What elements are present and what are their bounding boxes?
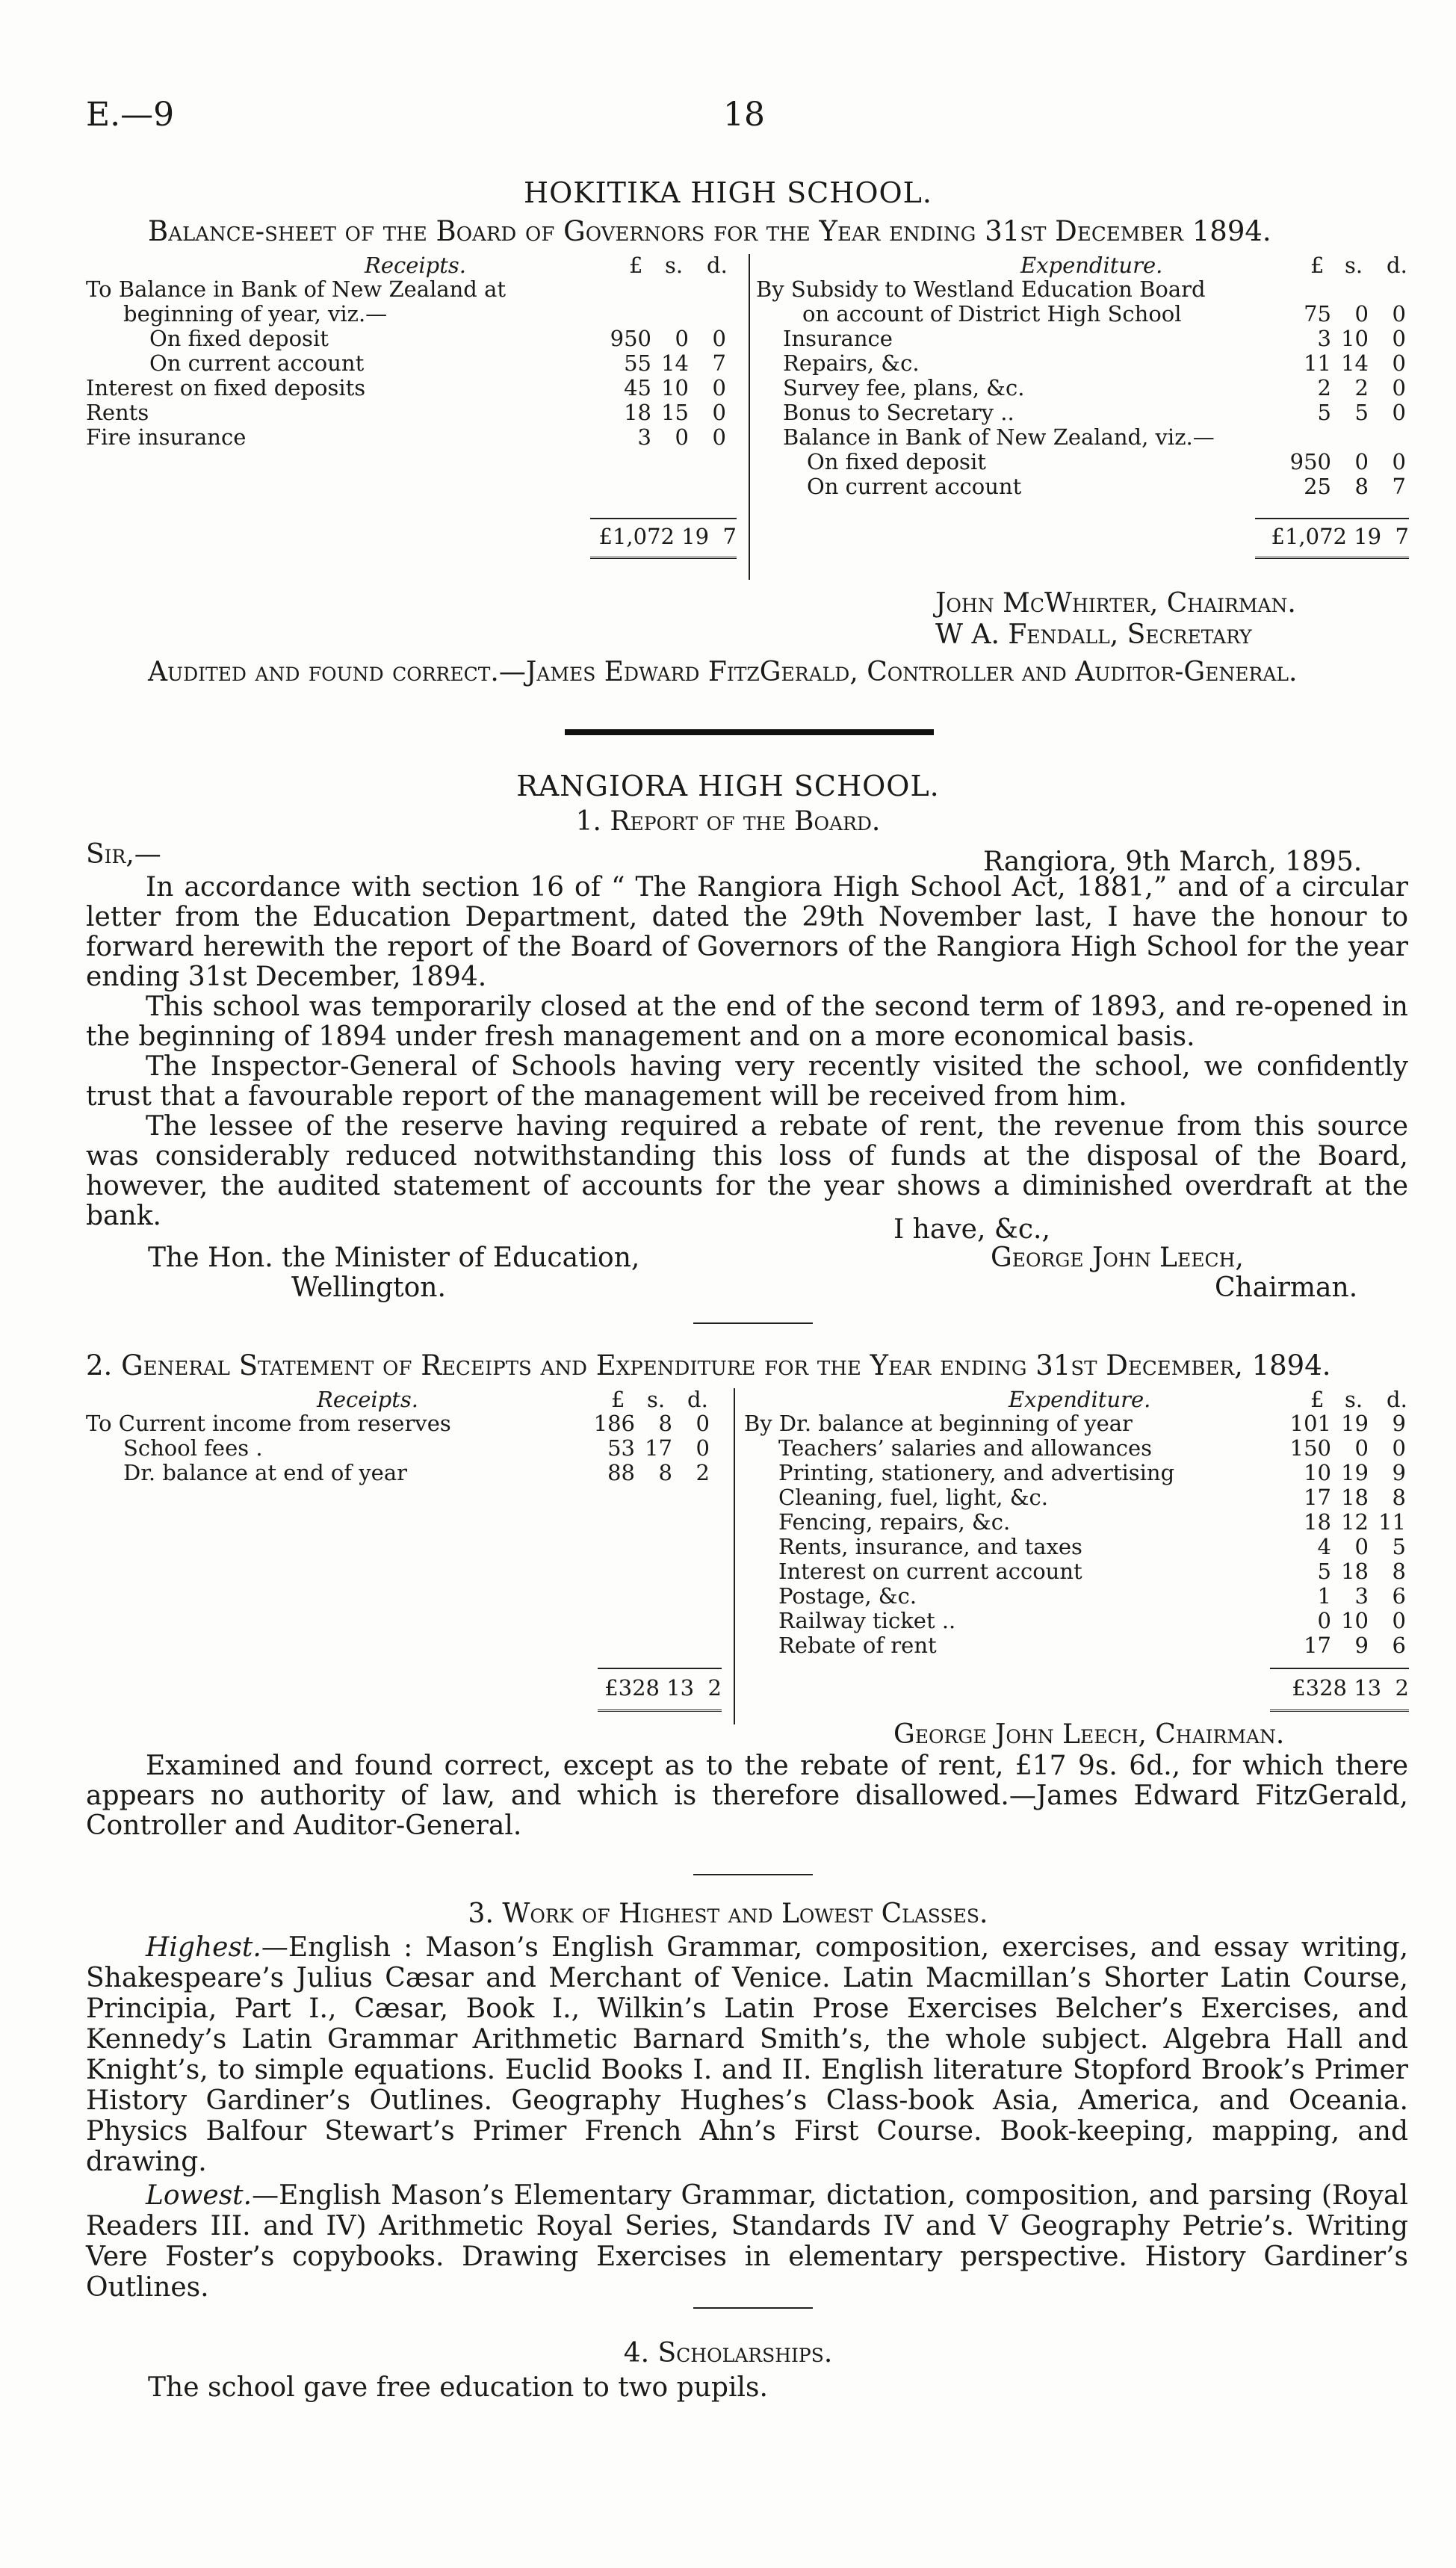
account-line-text: Dr. balance at end of year	[123, 1460, 407, 1485]
amount-pence: 0	[1392, 326, 1406, 351]
rule	[693, 1322, 813, 1324]
audit-statement: Audited and found correct.—James Edward FitzGerald, Controller and Auditor-General.	[148, 657, 1298, 687]
amount-pence: 0	[1392, 1435, 1406, 1461]
amount-pounds: 5	[1317, 400, 1331, 425]
amount-pounds: 25	[1304, 474, 1331, 499]
amount-pence: 9	[1392, 1460, 1406, 1485]
account-line-text: To Current income from reserves	[86, 1411, 451, 1436]
col-pence: d.	[1387, 1387, 1407, 1412]
amount-shillings: 14	[1341, 350, 1369, 376]
account-line-text: Cleaning, fuel, light, &c.	[778, 1485, 1048, 1510]
amount-pounds: 101	[1289, 1411, 1331, 1436]
amount-shillings: 0	[1354, 1534, 1369, 1559]
amount-shillings: 8	[658, 1460, 672, 1485]
account-line-text: Fencing, repairs, &c.	[778, 1509, 1011, 1535]
amount-shillings: 10	[1341, 326, 1369, 351]
total-rule	[1270, 1668, 1409, 1669]
receipts-label: Receipts.	[317, 1387, 418, 1412]
amount-shillings: 8	[1354, 474, 1369, 499]
closing: I have, &c.,	[893, 1214, 1050, 1245]
report-paragraph: The lessee of the reserve having required a rebate of rent, the revenue from this source was considerably reduced notwithstanding this loss of funds at the disposal of the Board, however, the audited statement of accounts for the year shows a diminished overdraft at the bank.	[86, 1111, 1408, 1231]
rangiora-title: RANGIORA HIGH SCHOOL.	[516, 770, 940, 802]
amount-pounds: 18	[1304, 1509, 1331, 1535]
account-line-text: On current account	[807, 474, 1022, 499]
amount-shillings: 19	[1341, 1460, 1369, 1485]
signer-title: Chairman.	[1215, 1272, 1358, 1303]
amount-pence: 7	[1392, 474, 1406, 499]
amount-pence: 0	[712, 400, 726, 425]
account-line-text: On fixed deposit	[807, 449, 986, 474]
amount-shillings: 3	[1354, 1583, 1369, 1609]
account-line-text: Rents	[86, 400, 149, 425]
col-shillings: s.	[647, 1387, 666, 1412]
col-pence: d.	[687, 1387, 708, 1412]
receipts-label: Receipts.	[365, 253, 466, 278]
place-date: Rangiora, 9th March, 1895.	[983, 847, 1363, 877]
amount-shillings: 10	[661, 375, 689, 400]
total-double-rule	[598, 1710, 722, 1715]
amount-pence: 8	[1392, 1485, 1406, 1510]
account-line-text: On current account	[149, 350, 365, 376]
hokitika-subtitle: Balance-sheet of the Board of Governors for the Year ending 31st December 1894.	[148, 215, 1271, 247]
amount-pence: 6	[1392, 1633, 1406, 1658]
amount-pence: 0	[1392, 301, 1406, 327]
work-heading: 3. Work of Highest and Lowest Classes.	[468, 1899, 988, 1929]
addressee: The Hon. the Minister of Education,	[148, 1243, 640, 1273]
document-reference: E.—9	[86, 96, 175, 134]
expenditure-label: Expenditure.	[1020, 253, 1163, 278]
amount-pounds: 950	[1289, 449, 1331, 474]
amount-pence: 5	[1392, 1534, 1406, 1559]
total-double-rule	[1255, 557, 1409, 562]
amount-shillings: 14	[661, 350, 689, 376]
total-expenditure: £1,072 19 7	[1271, 524, 1409, 549]
amount-pence: 0	[1392, 350, 1406, 376]
secretary-signature: W A. Fendall, Secretary	[935, 619, 1252, 650]
salutation: Sir,—	[86, 839, 161, 870]
amount-pence: 0	[1392, 449, 1406, 474]
amount-shillings: 18	[1341, 1559, 1369, 1584]
col-pounds: £	[1310, 1387, 1325, 1412]
account-line-text: Survey fee, plans, &c.	[783, 375, 1025, 400]
lowest-label: Lowest.	[146, 2180, 253, 2211]
account-line-text: Fire insurance	[86, 424, 247, 450]
col-pounds: £	[1310, 253, 1325, 278]
report-body	[86, 873, 1408, 1231]
amount-shillings: 10	[1341, 1608, 1369, 1633]
amount-pence: 0	[1392, 400, 1406, 425]
amount-pence: 0	[696, 1411, 710, 1436]
account-line-text: Teachers’ salaries and allowances	[778, 1435, 1153, 1461]
addressee-city: Wellington.	[291, 1272, 446, 1303]
amount-pounds: 186	[593, 1411, 635, 1436]
amount-pence: 6	[1392, 1583, 1406, 1609]
amount-pence: 0	[1392, 1608, 1406, 1633]
account-line-text: Rebate of rent	[778, 1633, 937, 1658]
expenditure-label: Expenditure.	[1009, 1387, 1151, 1412]
amount-pence: 0	[712, 375, 726, 400]
page-number: 18	[723, 96, 765, 134]
amount-shillings: 15	[661, 400, 689, 425]
amount-shillings: 2	[1354, 375, 1369, 400]
amount-pounds: 17	[1304, 1633, 1331, 1658]
amount-pounds: 75	[1304, 301, 1331, 327]
amount-pence: 0	[696, 1435, 710, 1461]
col-pence: d.	[1387, 253, 1407, 278]
section-divider	[565, 729, 934, 735]
amount-pounds: 3	[637, 424, 651, 450]
chairman-signature: John McWhirter, Chairman.	[935, 588, 1296, 619]
amount-pence: 0	[712, 424, 726, 450]
scholarships-text: The school gave free education to two pupils.	[148, 2372, 768, 2403]
amount-shillings: 19	[1341, 1411, 1369, 1436]
account-line-text: Insurance	[783, 326, 893, 351]
amount-pounds: 45	[624, 375, 651, 400]
report-paragraph: This school was temporarily closed at the end of the second term of 1893, and re-opened in the beginning of 1894 under fresh management and on a more economical basis.	[86, 991, 1408, 1052]
amount-shillings: 12	[1341, 1509, 1369, 1535]
amount-shillings: 5	[1354, 400, 1369, 425]
amount-pounds: 18	[624, 400, 651, 425]
amount-pence: 7	[712, 350, 726, 376]
report-heading: 1. Report of the Board.	[575, 806, 881, 837]
account-line-text: Rents, insurance, and taxes	[778, 1534, 1082, 1559]
amount-shillings: 0	[1354, 449, 1369, 474]
lowest-text: —English Mason’s Elementary Grammar, dictation, composition, and parsing (Royal Readers III. and IV) Arithmetic Royal Series, Standards IV and V Geography Petrie’s. Writing Vere Foster’s copybooks. Drawing Exercises in elementary perspective. History Gardiner’s Outlines.	[86, 2180, 1408, 2303]
signer-name: George John Leech,	[991, 1243, 1244, 1273]
account-line-text: Bonus to Secretary ..	[783, 400, 1014, 425]
total-receipts: £1,072 19 7	[598, 524, 737, 549]
account-line-text: Railway ticket ..	[778, 1608, 956, 1633]
highest-label: Highest.	[146, 1932, 261, 1963]
account-line-text: beginning of year, viz.—	[123, 301, 388, 327]
total-receipts: £328 13 2	[604, 1675, 722, 1701]
rule	[693, 1874, 813, 1875]
total-rule	[590, 518, 737, 519]
amount-shillings: 0	[675, 326, 689, 351]
amount-pounds: 88	[607, 1460, 635, 1485]
total-double-rule	[590, 557, 737, 562]
total-expenditure: £328 13 2	[1292, 1675, 1409, 1701]
report-paragraph: The Inspector-General of Schools having very recently visited the school, we confidently trust that a favourable report of the management will be received from him.	[86, 1051, 1408, 1112]
amount-pounds: 3	[1317, 326, 1331, 351]
account-line-text: Balance in Bank of New Zealand, viz.—	[783, 424, 1215, 450]
col-shillings: s.	[1345, 253, 1363, 278]
highest-classes	[86, 1932, 1408, 2177]
lowest-classes	[86, 2180, 1408, 2303]
statement-signer: George John Leech, Chairman.	[893, 1719, 1285, 1750]
amount-pounds: 10	[1304, 1460, 1331, 1485]
total-double-rule	[1270, 1710, 1409, 1715]
total-rule	[598, 1668, 722, 1669]
amount-pounds: 5	[1317, 1559, 1331, 1584]
examined-statement: Examined and found correct, except as to the rebate of rent, £17 9s. 6d., for which there appears no authority of law, and which is therefore disallowed.—James Edward FitzGerald, Controller and Auditor-General.	[86, 1751, 1408, 1841]
amount-pence: 0	[712, 326, 726, 351]
amount-pence: 11	[1378, 1509, 1406, 1535]
amount-shillings: 0	[675, 424, 689, 450]
amount-pounds: 950	[610, 326, 651, 351]
account-line-text: On fixed deposit	[149, 326, 329, 351]
amount-shillings: 8	[658, 1411, 672, 1436]
amount-shillings: 9	[1354, 1633, 1369, 1658]
amount-pounds: 55	[624, 350, 651, 376]
col-pounds: £	[611, 1387, 625, 1412]
account-line-text: Postage, &c.	[778, 1583, 917, 1609]
account-line-text: By Dr. balance at beginning of year	[744, 1411, 1133, 1436]
account-line-text: Interest on current account	[778, 1559, 1082, 1584]
amount-pence: 2	[696, 1460, 710, 1485]
amount-pounds: 1	[1317, 1583, 1331, 1609]
col-pounds: £	[629, 253, 643, 278]
rule	[693, 2307, 813, 2309]
amount-pounds: 0	[1317, 1608, 1331, 1633]
statement-heading: 2. General Statement of Receipts and Expenditure for the Year ending 31st December, 1894.	[86, 1349, 1331, 1382]
col-pence: d.	[707, 253, 728, 278]
scholarships-heading: 4. Scholarships.	[623, 2338, 833, 2369]
amount-shillings: 17	[645, 1435, 672, 1461]
total-rule	[1255, 518, 1409, 519]
account-line-text: School fees .	[123, 1435, 263, 1461]
amount-shillings: 18	[1341, 1485, 1369, 1510]
amount-pounds: 4	[1317, 1534, 1331, 1559]
account-line-text: Repairs, &c.	[783, 350, 920, 376]
account-line-text: To Balance in Bank of New Zealand at	[86, 276, 506, 302]
account-line-text: Interest on fixed deposits	[86, 375, 366, 400]
amount-shillings: 0	[1354, 301, 1369, 327]
amount-pence: 9	[1392, 1411, 1406, 1436]
amount-pounds: 17	[1304, 1485, 1331, 1510]
amount-pounds: 150	[1289, 1435, 1331, 1461]
column-divider	[734, 1388, 735, 1724]
report-paragraph: In accordance with section 16 of “ The Rangiora High School Act, 1881,” and of a circular letter from the Education Department, dated the 29th November last, I have the honour to forward herewith the report of the Board of Governors of the Rangiora High School for the year ending 31st December, 1894.	[86, 872, 1408, 992]
column-divider	[749, 254, 750, 580]
highest-text: —English : Mason’s English Grammar, composition, exercises, and essay writing, Shakespeare’s Julius Cæsar and Merchant of Venice. Latin Macmillan’s Shorter Latin Course, Principia, Part I., Cæsar, Book I., Wilkin’s Latin Prose Exercises Belcher’s Exercises, and Kennedy’s Latin Grammar Arithmetic Barnard Smith’s, the whole subject. Algebra Hall and Knight’s, to simple equations. Euclid Books I. and II. English literature Stopford Brook’s Primer History Gardiner’s Outlines. Geography Hughes’s Class-book Asia, America, and Oceania. Physics Balfour Stewart’s Primer French Ahn’s First Course. Book-keeping, mapping, and drawing.	[86, 1932, 1408, 2177]
hokitika-title: HOKITIKA HIGH SCHOOL.	[523, 176, 932, 209]
amount-shillings: 0	[1354, 1435, 1369, 1461]
amount-pounds: 53	[607, 1435, 635, 1461]
amount-pounds: 11	[1304, 350, 1331, 376]
amount-pounds: 2	[1317, 375, 1331, 400]
col-shillings: s.	[1345, 1387, 1363, 1412]
account-line-text: By Subsidy to Westland Education Board	[756, 276, 1206, 302]
account-line-text: on account of District High School	[802, 301, 1182, 327]
amount-pence: 8	[1392, 1559, 1406, 1584]
col-shillings: s.	[665, 253, 684, 278]
amount-pence: 0	[1392, 375, 1406, 400]
account-line-text: Printing, stationery, and advertising	[778, 1460, 1175, 1485]
